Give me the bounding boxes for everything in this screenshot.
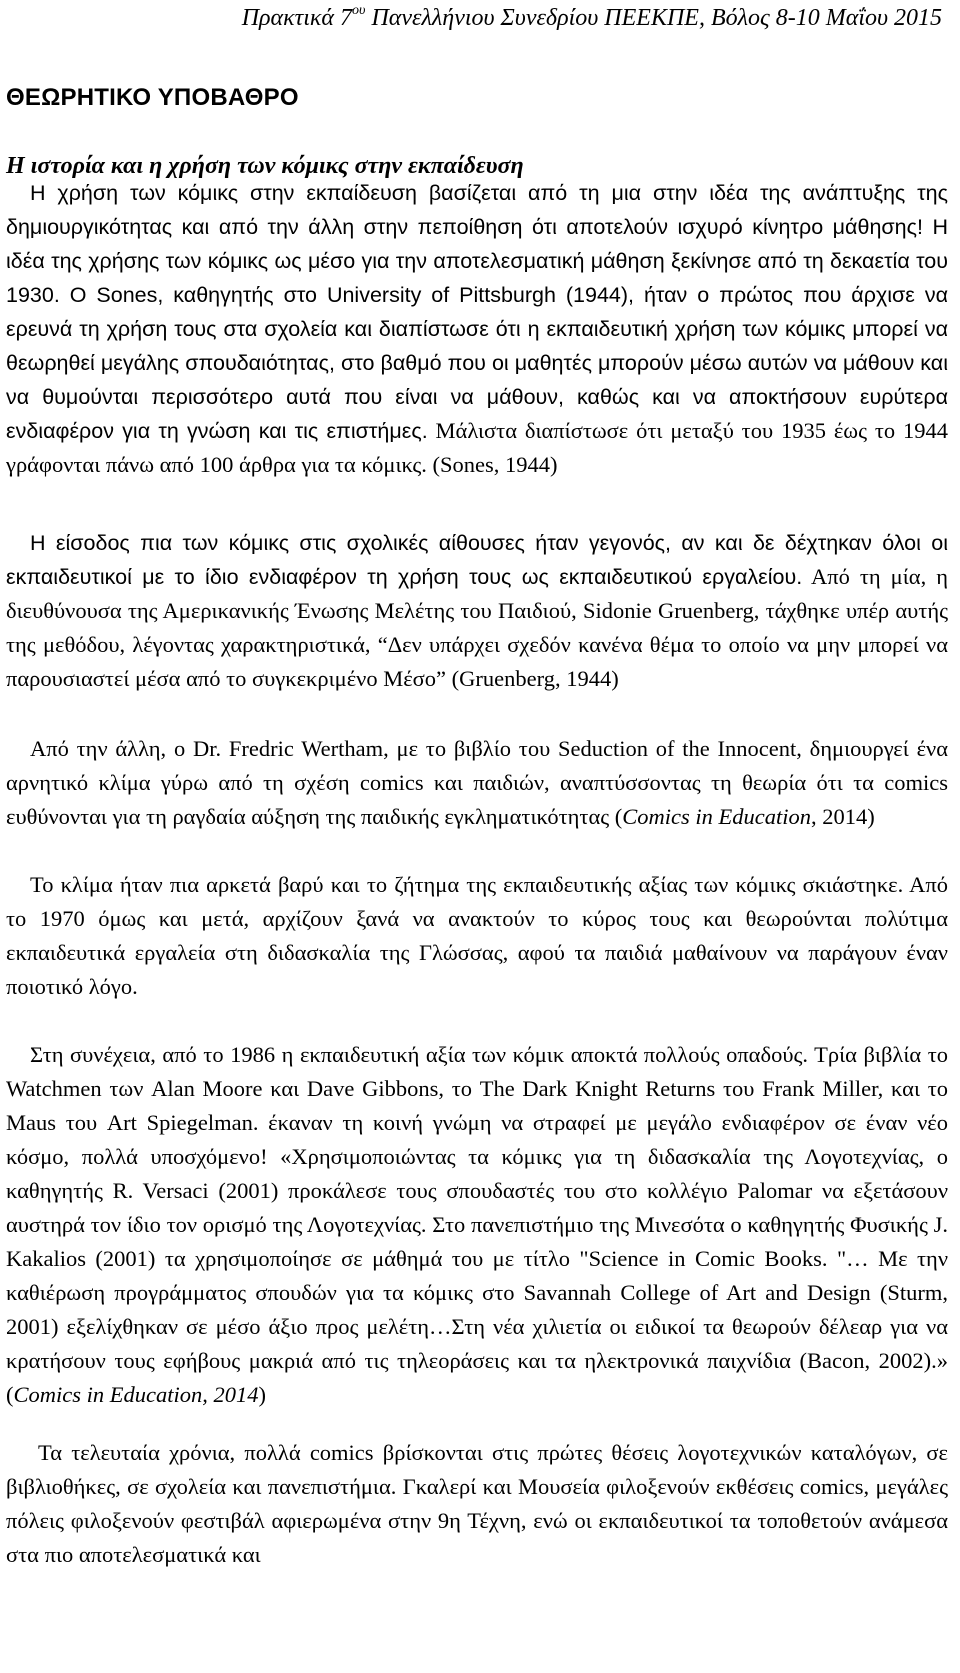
paragraph-2-part-b: Από τη μία, η διευθύνουσα της Αμερικανικής Ένωσης Μελέτης του Παιδιού, Sidonie Gruenberg, τάχθηκε υπέρ αυτής της μεθόδου, λέγοντας χαρακτηριστικά, “Δεν υπάρχει σχεδόν κανένα θέμα το οποίο να μην μπορεί να παρουσιαστεί μέσα από το συγκεκριμένο Μέσο” (Gruenberg, 1944) xyxy=(6,564,948,691)
header-superscript: ου xyxy=(352,3,366,18)
paragraph-3-citation-year: , 2014) xyxy=(811,804,875,829)
paragraph-1-part-b: Ο Sones, καθηγητής στο University of Pittsburgh (1944), ήταν ο πρώτος που άρχισε να ερευνά τη χρήση τους στα σχολεία και διαπίστωσε ότι η εκπαιδευτική χρήση των κόμικς μπορεί να θεωρηθεί μεγάλης σπουδαιότητας, στο βαθμό που οι μαθητές μπορούν μέσω αυτών να μάθουν και να θυμούνται περισσότερο αυτά που είναι να μάθουν, καθώς και να αποκτήσουν ευρύτερα ενδιαφέρον για τη γνώση και τις επιστήμες. xyxy=(6,283,948,443)
paragraph-3 xyxy=(6,732,948,834)
header-text-end: Πανελλήνιου Συνεδρίου ΠΕΕΚΠΕ, Βόλος 8-10 Μαΐου 2015 xyxy=(365,5,942,31)
paragraph-6: Τα τελευταία χρόνια, πολλά comics βρίσκονται στις πρώτες θέσεις λογοτεχνικών καταλόγων, σε βιβλιοθήκες, σε σχολεία και πανεπιστήμια. Γκαλερί και Μουσεία φιλοξενούν εκθέσεις comics, μεγάλες πόλεις φιλοξενούν φεστιβάλ αφιερωμένα στην 9η Τέχνη, ενώ οι εκπαιδευτικοί τα τοποθετούν ανάμεσα στα πιο αποτελεσματικά και xyxy=(6,1440,948,1567)
paragraph-1 xyxy=(6,176,948,482)
paragraph-1-part-c: Μάλιστα διαπίστωσε ότι μεταξύ του 1935 έως το 1944 γράφονται πάνω από 100 άρθρα για τα κόμικς. (Sones, 1944) xyxy=(6,418,949,477)
paragraph-5-text: Στη συνέχεια, από το 1986 η εκπαιδευτική αξία των κόμικ αποκτά πολλούς οπαδούς. Τρία βιβλία το Watchmen των Alan Moore και Dave Gibbons, το The Dark Knight Returns του Frank Miller, και το Maus του Art Spiegelman. έκαναν τη κοινή γνώμη να στραφεί με μεγάλο ενδιαφέρον σε έναν νέο κόσμο, πολλά υποσχόμενο! «Χρησιμοποιώντας τα κόμικς για τη διδασκαλία της Λογοτεχνίας, ο καθηγητής R. Versaci (2001) προκάλεσε τους σπουδαστές του στο κολλέγιο Palomar να εξετάσουν αυστηρά τον ίδιο τον ορισμό της Λογοτεχνίας. Στο πανεπιστήμιο της Μινεσότα ο καθηγητής Φυσικής J. Kakalios (2001) τα χρησιμοποίησε σε μάθημά του με τίτλο "Science in Comic Books. "… Με την καθιέρωση προγράμματος σπουδών για τα κόμικς στο Savannah College of Art and Design (Sturm, 2001) εξελίχθηκαν σε μέσο άξιο προς μελέτη…Στη νέα χιλιετία οι ειδικοί τα θεωρούν δέλεαρ για να κρατήσουν τους εφήβους μακριά από τις τηλεοράσεις και τα ηλεκτρονικά παιχνίδια (Bacon, 2002).» ( xyxy=(6,1042,948,1407)
paragraph-2 xyxy=(6,526,948,696)
paragraph-2-part-a: Η είσοδος πια των κόμικς στις σχολικές αίθουσες ήταν γεγονός, αν και δε δέχτηκαν όλοι οι εκπαιδευτικοί με το ίδιο ενδιαφέρον τη χρήση τους ως εκπαιδευτικού εργαλείου. xyxy=(6,531,948,589)
paragraph-4: Το κλίμα ήταν πια αρκετά βαρύ και το ζήτημα της εκπαιδευτικής αξίας των κόμικς σκιάστηκε. Από το 1970 όμως και μετά, αρχίζουν ξανά να ανακτούν το κύρος τους και θεωρούνται πολύτιμα εκπαιδευτικά εργαλεία στη διδασκαλία της Γλώσσας, αφού τα παιδιά μαθαίνουν να παράγουν έναν ποιοτικό λόγο. xyxy=(6,872,948,999)
paragraph-3-citation-title: Comics in Education xyxy=(622,804,812,829)
paragraph-5-close: ) xyxy=(258,1382,266,1407)
proceedings-header xyxy=(0,4,942,32)
paragraph-1-part-a: Η χρήση των κόμικς στην εκπαίδευση βασίζεται από τη μια στην ιδέα της ανάπτυξης της δημιουργικότητας και από την άλλη στην πεποίθηση ότι αποτελούν ισχυρό κίνητρο μάθησης! Η ιδέα της χρήσης των κόμικς ως μέσο για την αποτελεσματική μάθηση ξεκίνησε από τη δεκαετία του 1930. xyxy=(6,181,948,307)
paragraph-5 xyxy=(6,1038,948,1412)
header-text-start: Πρακτικά 7 xyxy=(241,5,353,31)
paragraph-3-text: Από την άλλη, ο Dr. Fredric Wertham, με το βιβλίο του Seduction of the Innocent, δημιουργεί ένα αρνητικό κλίμα γύρω από τη σχέση comics και παιδιών, αναπτύσσοντας τη θεωρία ότι τα comics ευθύνονται για τη ραγδαία αύξηση της παιδικής εγκληματικότητας ( xyxy=(6,736,948,829)
subsection-title: Η ιστορία και η χρήση των κόμικς στην εκπαίδευση xyxy=(6,153,524,179)
paragraph-5-citation: Comics in Education, 2014 xyxy=(13,1382,259,1407)
section-title: ΘΕΩΡΗΤΙΚΟ ΥΠΟΒΑΘΡΟ xyxy=(6,84,299,111)
